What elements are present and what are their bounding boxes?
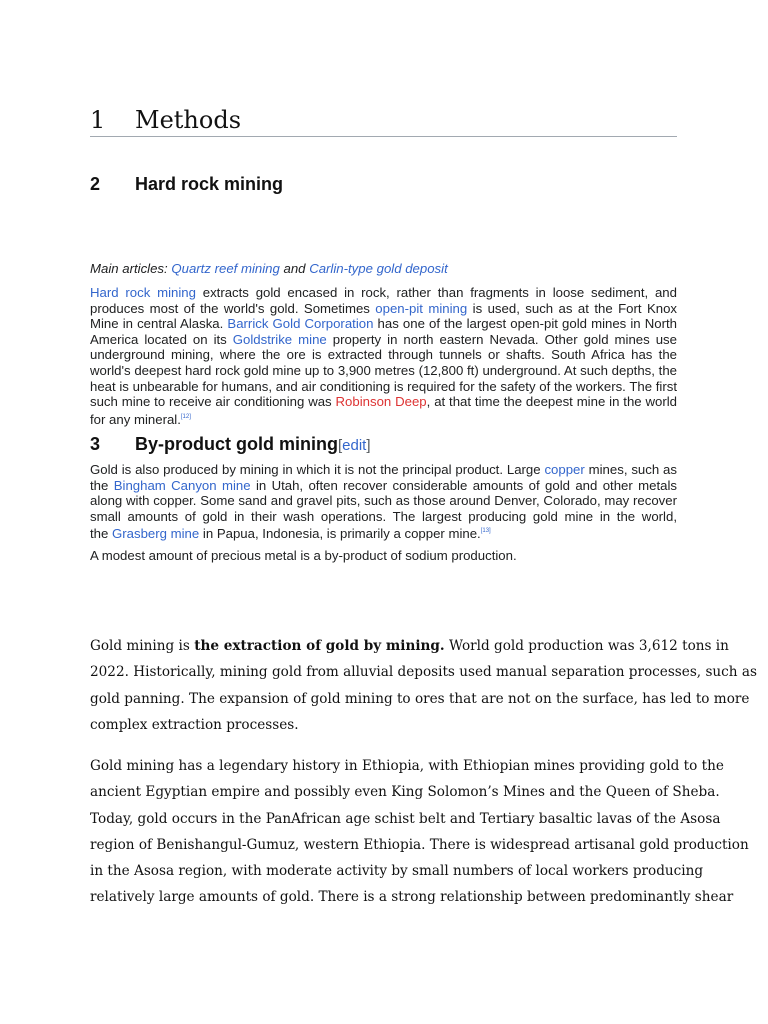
text-line: small amounts of gold in their wash operations. The largest producing gold mine in the world, [90,508,677,524]
link-open-pit-mining[interactable]: open-pit mining [375,300,468,316]
text-line: along with copper. Some sand and gravel pits, such as those around Denver, Colorado, may recover [90,493,677,509]
link-copper[interactable]: copper [544,462,585,477]
text-line: the Grasberg mine in Papua, Indonesia, is primarily a copper mine.[13] [90,526,491,542]
hatnote-conj: and [279,261,310,276]
section-title: By-product gold mining [135,434,338,454]
text-line: world's deepest hard rock gold mine up to 3,900 metres (12,800 ft) underground. At such depths, the [90,362,677,378]
sodium-by-product-note: A modest amount of precious metal is a by-product of sodium production. [90,548,517,563]
text-line: America located on its Goldstrike mine property in north eastern Nevada. Other gold mines use [90,331,677,347]
text-line: Mine in central Alaska. Barrick Gold Corporation has one of the largest open-pit gold mines in North [90,316,677,332]
reference-13[interactable]: [13] [480,528,491,535]
text-line: ancient Egyptian empire and possibly even King Solomon’s Mines and the Queen of Sheba. [90,784,720,801]
reference-12[interactable]: [12] [180,413,191,420]
hard-rock-paragraph [90,285,677,427]
text-line: gold panning. The expansion of gold mining to ores that are not on the surface, has led to more [90,690,750,707]
section-title: Hard rock mining [135,174,284,194]
text-line: such mine to receive air conditioning was Robinson Deep, at that time the deepest mine in the world [90,394,677,410]
link-hard-rock-mining[interactable]: Hard rock mining [90,285,196,300]
link-goldstrike-mine[interactable]: Goldstrike mine [232,331,327,347]
section-number: 2 [90,174,101,194]
link-quartz-reef-mining[interactable]: Quartz reef mining [171,261,280,276]
section-title: Methods [135,106,242,134]
main-articles-hatnote [90,261,448,277]
section-number: 3 [90,434,101,454]
text-line: Gold is also produced by mining in which it is not the principal product. Large copper mines, such as [90,462,677,477]
section-title-wrap [135,434,371,455]
intro-paragraph-2 [90,753,749,911]
by-product-paragraph [90,462,677,542]
text-line: Hard rock mining extracts gold encased in rock, rather than fragments in loose sediment, and [90,285,677,300]
text-line: region of Benishangul-Gumuz, western Ethiopia. There is widespread artisanal gold production [90,836,749,853]
link-robinson-deep[interactable]: Robinson Deep [335,394,427,410]
bold-phrase: the extraction of gold by mining. [194,638,445,654]
section-number: 1 [90,106,106,134]
text-line: for any mineral.[12] [90,411,191,427]
link-carlin-type-gold-deposit[interactable]: Carlin-type gold deposit [309,261,448,276]
link-grasberg-mine[interactable]: Grasberg mine [112,526,200,542]
text-line: Gold mining is the extraction of gold by mining. World gold production was 3,612 tons in [90,638,729,654]
text-line: the Bingham Canyon mine in Utah, often recover considerable amounts of gold and other metals [90,477,677,493]
intro-paragraph-1 [90,633,757,738]
text-line: 2022. Historically, mining gold from alluvial deposits used manual separation processes, such as [90,664,757,681]
text-line: underground mining, where the ore is extracted through tunnels or shafts. South Africa has the [90,347,677,363]
text-line: in the Asosa region, with moderate activity by small numbers of local workers producing [90,863,704,880]
hatnote-prefix: Main articles: [90,261,172,276]
link-barrick-gold-corporation[interactable]: Barrick Gold Corporation [227,316,374,332]
text-line: Today, gold occurs in the PanAfrican age schist belt and Tertiary basaltic lavas of the Asosa [90,810,721,827]
text-line: heat is unbearable for humans, and air conditioning is required for the safety of the workers. The first [90,378,677,394]
text-line: complex extraction processes. [90,716,299,733]
text-line: Gold mining has a legendary history in Ethiopia, with Ethiopian mines providing gold to the [90,758,724,774]
edit-section-link[interactable]: [edit] [337,437,371,454]
text-line: relatively large amounts of gold. There is a strong relationship between predominantly shear [90,889,734,906]
text-line: produces most of the world's gold. Sometimes open-pit mining is used, such as at the Fort Knox [90,300,678,316]
heading-methods [90,106,677,137]
link-bingham-canyon-mine[interactable]: Bingham Canyon mine [113,477,251,493]
